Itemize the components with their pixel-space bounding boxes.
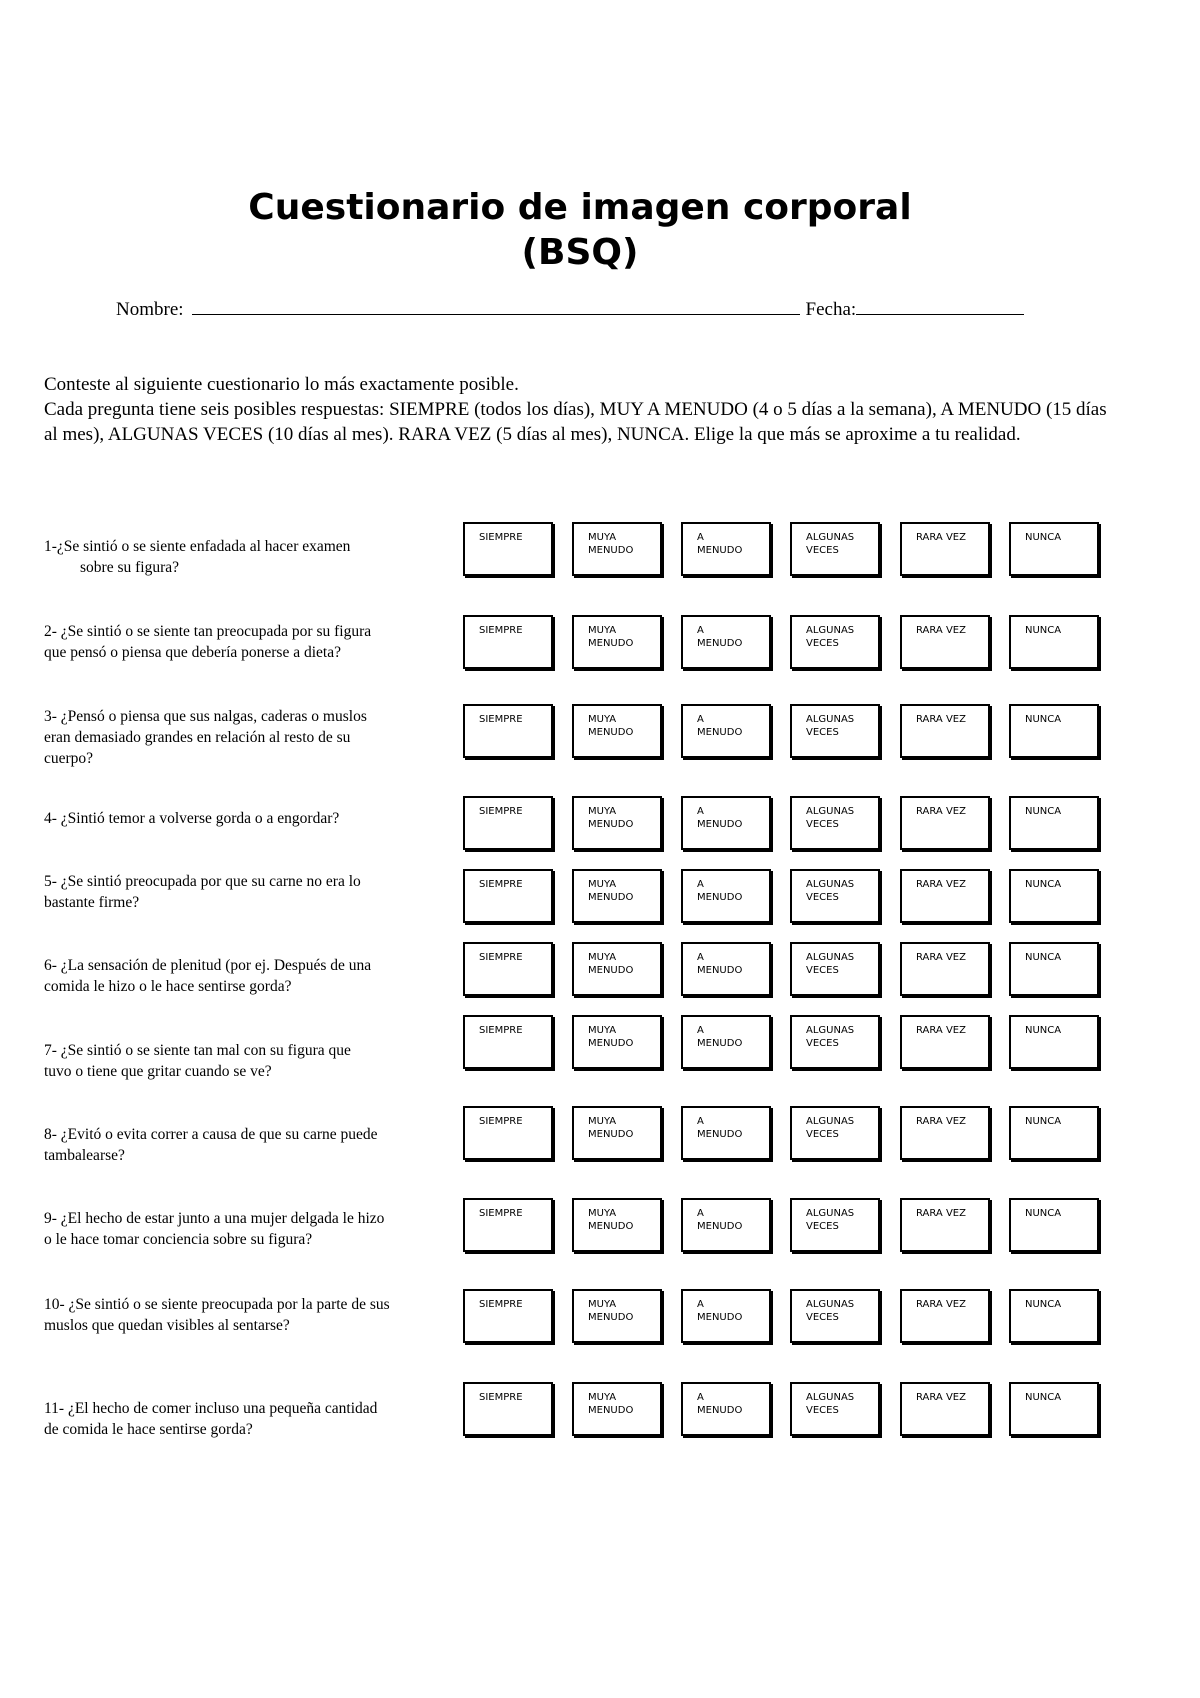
- option-label: RARA VEZ: [916, 625, 966, 636]
- question-4: [44, 808, 456, 829]
- option-box[interactable]: [681, 522, 771, 576]
- option-box[interactable]: [790, 1382, 880, 1436]
- option-box[interactable]: [1009, 942, 1099, 996]
- question-line: 5- ¿Se sintió preocupada por que su carne no era lo: [44, 873, 361, 890]
- question-3: [44, 706, 456, 769]
- option-label: A: [697, 1208, 704, 1219]
- option-box[interactable]: [572, 1015, 662, 1069]
- option-box[interactable]: [1009, 615, 1099, 669]
- option-box[interactable]: [900, 1106, 990, 1160]
- question-line: de comida le hace sentirse gorda?: [44, 1421, 253, 1438]
- option-label: RARA VEZ: [916, 952, 966, 963]
- option-label: VECES: [806, 638, 839, 649]
- option-label: ALGUNAS: [806, 1208, 855, 1219]
- option-label: NUNCA: [1025, 1299, 1062, 1310]
- option-label: MUYA: [588, 1299, 617, 1310]
- option-label: A: [697, 714, 704, 725]
- question-5: [44, 871, 456, 913]
- instructions: [44, 372, 1124, 447]
- option-box[interactable]: [900, 704, 990, 758]
- name-field[interactable]: [192, 296, 800, 315]
- option-box[interactable]: [900, 1382, 990, 1436]
- option-label: MENUDO: [588, 1038, 634, 1049]
- option-label: ALGUNAS: [806, 714, 855, 725]
- option-box[interactable]: [790, 704, 880, 758]
- option-label: MENUDO: [588, 1312, 634, 1323]
- option-label: MENUDO: [588, 1129, 634, 1140]
- option-box[interactable]: [900, 1015, 990, 1069]
- option-label: NUNCA: [1025, 1208, 1062, 1219]
- option-label: RARA VEZ: [916, 1392, 966, 1403]
- option-label: MENUDO: [697, 1129, 743, 1140]
- option-label: SIEMPRE: [479, 532, 523, 543]
- option-label: ALGUNAS: [806, 1299, 855, 1310]
- option-label: RARA VEZ: [916, 806, 966, 817]
- question-line: 10- ¿Se sintió o se siente preocupada por la parte de sus: [44, 1296, 390, 1313]
- option-box[interactable]: [1009, 522, 1099, 576]
- option-box[interactable]: [681, 704, 771, 758]
- option-label: MUYA: [588, 1208, 617, 1219]
- question-line: 9- ¿El hecho de estar junto a una mujer delgada le hizo: [44, 1210, 385, 1227]
- option-label: SIEMPRE: [479, 625, 523, 636]
- question-line: 8- ¿Evitó o evita correr a causa de que su carne puede: [44, 1126, 378, 1143]
- question-8: [44, 1124, 456, 1166]
- option-label: MENUDO: [588, 545, 634, 556]
- option-label: RARA VEZ: [916, 1116, 966, 1127]
- option-label: SIEMPRE: [479, 1116, 523, 1127]
- option-box[interactable]: [681, 1106, 771, 1160]
- option-box[interactable]: [900, 615, 990, 669]
- question-line: o le hace tomar conciencia sobre su figura?: [44, 1231, 313, 1248]
- option-box[interactable]: [900, 796, 990, 850]
- option-box[interactable]: [572, 1382, 662, 1436]
- option-box[interactable]: [572, 615, 662, 669]
- option-box[interactable]: [790, 1106, 880, 1160]
- instructions-line-2: Cada pregunta tiene seis posibles respuestas: SIEMPRE (todos los días), MUY A MENUDO (4 o 5 días a la semana), A MENUDO (15 días al mes), ALGUNAS VECES (10 días al mes). RARA VEZ (5 días al mes), NUNCA. Elige la que más se aproxime a tu realidad.: [44, 399, 1107, 445]
- option-label: VECES: [806, 892, 839, 903]
- option-label: MUYA: [588, 1392, 617, 1403]
- option-label: NUNCA: [1025, 1025, 1062, 1036]
- option-label: MUYA: [588, 806, 617, 817]
- option-label: NUNCA: [1025, 532, 1062, 543]
- question-line: comida le hizo o le hace sentirse gorda?: [44, 978, 292, 995]
- option-box[interactable]: [1009, 1015, 1099, 1069]
- option-box[interactable]: [572, 1106, 662, 1160]
- option-label: MUYA: [588, 532, 617, 543]
- option-box[interactable]: [790, 1289, 880, 1343]
- question-line: sobre su figura?: [80, 559, 179, 576]
- question-line: muslos que quedan visibles al sentarse?: [44, 1317, 290, 1334]
- option-label: MUYA: [588, 952, 617, 963]
- option-label: NUNCA: [1025, 879, 1062, 890]
- option-label: MENUDO: [588, 965, 634, 976]
- question-line: 11- ¿El hecho de comer incluso una pequeña cantidad: [44, 1400, 378, 1417]
- option-label: MENUDO: [588, 638, 634, 649]
- option-box[interactable]: [572, 522, 662, 576]
- option-box[interactable]: [900, 869, 990, 923]
- question-1: [44, 536, 456, 578]
- option-box[interactable]: [463, 1382, 553, 1436]
- option-box[interactable]: [681, 1198, 771, 1252]
- option-label: A: [697, 1116, 704, 1127]
- option-label: ALGUNAS: [806, 1025, 855, 1036]
- title-line-2: (BSQ): [521, 232, 639, 273]
- option-box[interactable]: [790, 1198, 880, 1252]
- option-label: RARA VEZ: [916, 1208, 966, 1219]
- name-label: Nombre:: [116, 299, 184, 320]
- option-box[interactable]: [572, 704, 662, 758]
- option-label: MENUDO: [697, 1038, 743, 1049]
- question-line: 6- ¿La sensación de plenitud (por ej. Después de una: [44, 957, 372, 974]
- option-label: VECES: [806, 1312, 839, 1323]
- option-box[interactable]: [900, 522, 990, 576]
- question-9: [44, 1208, 456, 1250]
- option-box[interactable]: [790, 796, 880, 850]
- question-line: eran demasiado grandes en relación al resto de su: [44, 729, 351, 746]
- option-label: MUYA: [588, 625, 617, 636]
- option-box[interactable]: [681, 796, 771, 850]
- option-label: VECES: [806, 1405, 839, 1416]
- option-box[interactable]: [790, 522, 880, 576]
- question-line: 4- ¿Sintió temor a volverse gorda o a engordar?: [44, 810, 340, 827]
- question-line: bastante firme?: [44, 894, 140, 911]
- option-label: MUYA: [588, 714, 617, 725]
- option-label: NUNCA: [1025, 1116, 1062, 1127]
- option-box[interactable]: [463, 1015, 553, 1069]
- option-label: MENUDO: [588, 727, 634, 738]
- option-box[interactable]: [681, 869, 771, 923]
- option-box[interactable]: [1009, 796, 1099, 850]
- question-line: que pensó o piensa que debería ponerse a dieta?: [44, 644, 341, 661]
- option-label: SIEMPRE: [479, 1392, 523, 1403]
- option-label: ALGUNAS: [806, 1392, 855, 1403]
- option-label: RARA VEZ: [916, 879, 966, 890]
- question-line: tuvo o tiene que gritar cuando se ve?: [44, 1063, 272, 1080]
- option-label: A: [697, 806, 704, 817]
- option-label: MENUDO: [697, 892, 743, 903]
- option-label: SIEMPRE: [479, 879, 523, 890]
- question-line: tambalearse?: [44, 1147, 125, 1164]
- question-2: [44, 621, 456, 663]
- option-box[interactable]: [1009, 1106, 1099, 1160]
- option-label: A: [697, 879, 704, 890]
- option-label: VECES: [806, 819, 839, 830]
- option-label: MENUDO: [588, 1221, 634, 1232]
- option-box[interactable]: [463, 522, 553, 576]
- option-label: ALGUNAS: [806, 806, 855, 817]
- option-box[interactable]: [790, 942, 880, 996]
- option-label: MUYA: [588, 1116, 617, 1127]
- option-box[interactable]: [1009, 869, 1099, 923]
- option-label: MENUDO: [588, 892, 634, 903]
- option-label: MUYA: [588, 1025, 617, 1036]
- option-label: A: [697, 952, 704, 963]
- option-label: VECES: [806, 965, 839, 976]
- option-label: SIEMPRE: [479, 1025, 523, 1036]
- option-box[interactable]: [790, 869, 880, 923]
- question-11: [44, 1398, 456, 1440]
- option-label: NUNCA: [1025, 714, 1062, 725]
- page-title: [0, 185, 1160, 275]
- question-10: [44, 1294, 456, 1336]
- question-line: 3- ¿Pensó o piensa que sus nalgas, caderas o muslos: [44, 708, 367, 725]
- option-label: MENUDO: [697, 1405, 743, 1416]
- option-label: SIEMPRE: [479, 714, 523, 725]
- title-line-1: Cuestionario de imagen corporal: [248, 187, 912, 228]
- option-box[interactable]: [463, 869, 553, 923]
- instructions-line-1: Conteste al siguiente cuestionario lo más exactamente posible.: [44, 374, 519, 395]
- option-box[interactable]: [1009, 1198, 1099, 1252]
- option-box[interactable]: [681, 1289, 771, 1343]
- option-label: A: [697, 532, 704, 543]
- date-field[interactable]: [856, 296, 1024, 315]
- option-label: MENUDO: [697, 819, 743, 830]
- option-box[interactable]: [1009, 704, 1099, 758]
- option-label: ALGUNAS: [806, 952, 855, 963]
- option-box[interactable]: [572, 1198, 662, 1252]
- option-box[interactable]: [790, 1015, 880, 1069]
- option-box[interactable]: [572, 869, 662, 923]
- option-label: MENUDO: [588, 819, 634, 830]
- option-label: A: [697, 1025, 704, 1036]
- option-box[interactable]: [900, 1198, 990, 1252]
- option-label: VECES: [806, 1221, 839, 1232]
- option-box[interactable]: [572, 796, 662, 850]
- option-label: NUNCA: [1025, 952, 1062, 963]
- option-box[interactable]: [1009, 1382, 1099, 1436]
- option-label: SIEMPRE: [479, 952, 523, 963]
- option-box[interactable]: [681, 942, 771, 996]
- question-7: [44, 1040, 456, 1082]
- question-line: 2- ¿Se sintió o se siente tan preocupada por su figura: [44, 623, 372, 640]
- option-box[interactable]: [681, 1382, 771, 1436]
- option-box[interactable]: [1009, 1289, 1099, 1343]
- option-label: A: [697, 1392, 704, 1403]
- option-box[interactable]: [463, 615, 553, 669]
- option-label: VECES: [806, 545, 839, 556]
- option-label: RARA VEZ: [916, 1025, 966, 1036]
- option-box[interactable]: [900, 1289, 990, 1343]
- option-box[interactable]: [681, 615, 771, 669]
- option-label: RARA VEZ: [916, 714, 966, 725]
- question-line: 7- ¿Se sintió o se siente tan mal con su figura que: [44, 1042, 351, 1059]
- option-label: ALGUNAS: [806, 532, 855, 543]
- option-box[interactable]: [463, 796, 553, 850]
- question-6: [44, 955, 456, 997]
- option-label: MENUDO: [697, 638, 743, 649]
- option-label: MENUDO: [697, 965, 743, 976]
- option-box[interactable]: [463, 704, 553, 758]
- option-label: NUNCA: [1025, 1392, 1062, 1403]
- option-label: VECES: [806, 1038, 839, 1049]
- option-label: MENUDO: [697, 545, 743, 556]
- option-box[interactable]: [463, 1289, 553, 1343]
- option-box[interactable]: [463, 1106, 553, 1160]
- option-label: VECES: [806, 1129, 839, 1140]
- option-label: ALGUNAS: [806, 879, 855, 890]
- option-label: ALGUNAS: [806, 625, 855, 636]
- option-box[interactable]: [463, 942, 553, 996]
- option-label: MENUDO: [697, 1221, 743, 1232]
- option-label: MENUDO: [697, 1312, 743, 1323]
- option-box[interactable]: [900, 942, 990, 996]
- option-label: RARA VEZ: [916, 1299, 966, 1310]
- option-label: RARA VEZ: [916, 532, 966, 543]
- option-box[interactable]: [572, 942, 662, 996]
- option-box[interactable]: [572, 1289, 662, 1343]
- question-line: 1-¿Se sintió o se siente enfadada al hacer examen: [44, 538, 351, 555]
- option-label: VECES: [806, 727, 839, 738]
- option-label: MENUDO: [588, 1405, 634, 1416]
- date-label: Fecha:: [805, 299, 857, 320]
- option-label: SIEMPRE: [479, 1208, 523, 1219]
- option-label: A: [697, 1299, 704, 1310]
- form-line: [116, 296, 1024, 321]
- option-label: A: [697, 625, 704, 636]
- option-box[interactable]: [463, 1198, 553, 1252]
- option-label: NUNCA: [1025, 625, 1062, 636]
- option-box[interactable]: [681, 1015, 771, 1069]
- option-label: SIEMPRE: [479, 806, 523, 817]
- option-label: ALGUNAS: [806, 1116, 855, 1127]
- option-box[interactable]: [790, 615, 880, 669]
- option-label: NUNCA: [1025, 806, 1062, 817]
- option-label: MENUDO: [697, 727, 743, 738]
- option-label: SIEMPRE: [479, 1299, 523, 1310]
- question-line: cuerpo?: [44, 750, 94, 767]
- option-label: MUYA: [588, 879, 617, 890]
